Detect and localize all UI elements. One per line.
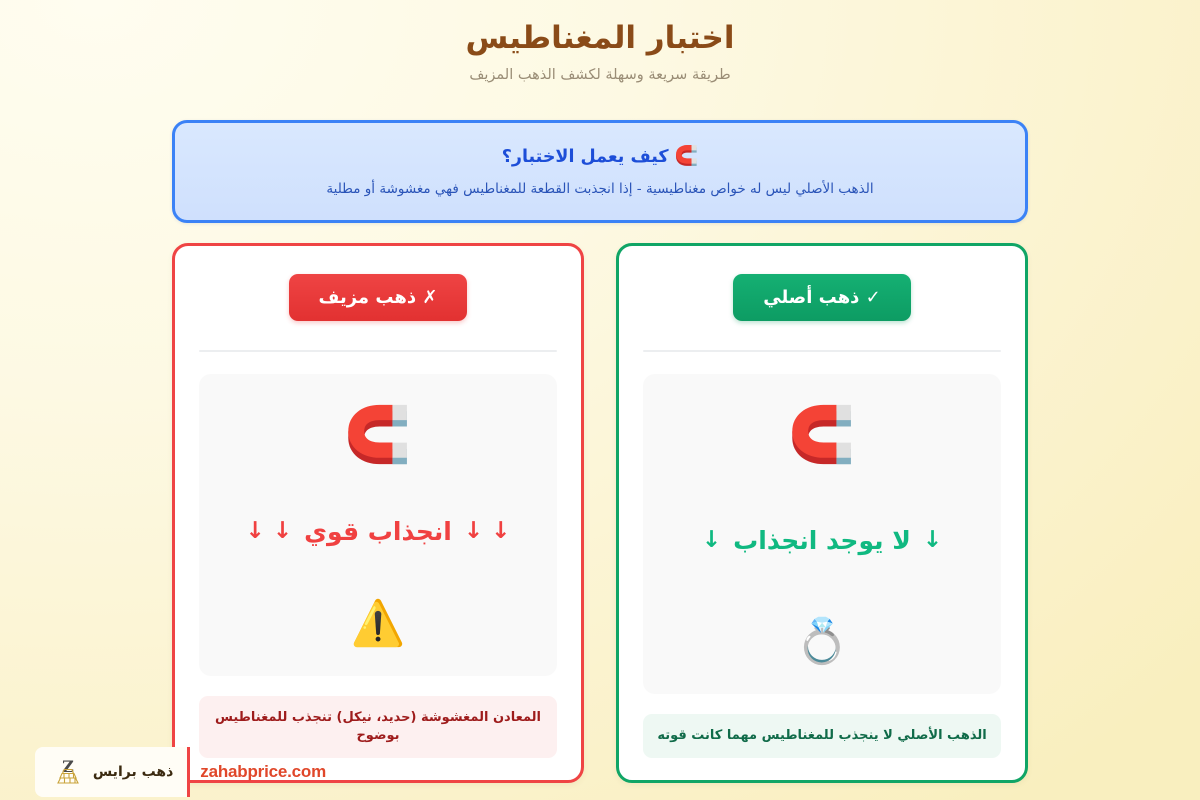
down-arrow-icon: ↓ <box>922 527 943 554</box>
fake-gold-panel <box>199 374 557 676</box>
warning-icon: ⚠️ <box>350 597 406 649</box>
page-header <box>0 0 1200 83</box>
watermark-logo <box>35 747 190 797</box>
fake-gold-card <box>172 243 584 783</box>
card-divider <box>643 350 1001 352</box>
card-divider <box>199 350 557 352</box>
down-arrow-icon: ↓ <box>701 527 722 554</box>
down-arrow-icon: ↓ ↓ <box>463 518 511 545</box>
info-box-text: الذهب الأصلي ليس له خواص مغناطيسية - إذا انجذبت القطعة للمغناطيس فهي مغشوشة أو مطلية <box>326 180 874 197</box>
watermark-domain: zahabprice.com <box>200 762 326 781</box>
fake-gold-note: المعادن المغشوشة (حديد، نيكل) تنجذب للمغناطيس بوضوح <box>199 696 557 758</box>
site-watermark <box>0 744 340 800</box>
fake-gold-result <box>246 517 511 546</box>
real-gold-result <box>702 526 942 555</box>
magnet-icon: 🧲 <box>674 145 699 167</box>
magnet-icon: 🧲 <box>344 402 412 466</box>
real-gold-result-text: لا يوجد انجذاب <box>733 526 911 556</box>
info-box-title: كيف يعمل الاختبار؟ <box>501 146 669 167</box>
comparison-cards <box>172 243 1028 783</box>
svg-text:Z: Z <box>62 757 74 776</box>
fake-gold-result-text: انجذاب قوي <box>304 517 452 547</box>
real-gold-panel <box>643 374 1001 694</box>
fake-gold-badge: ✗ ذهب مزيف <box>289 274 468 321</box>
down-arrow-icon: ↓ ↓ <box>245 518 293 545</box>
zahabprice-logo-icon <box>51 755 85 789</box>
info-box-title-row <box>502 147 699 167</box>
how-it-works-info-box <box>172 120 1028 223</box>
page-title: اختبار المغناطيس <box>465 20 735 56</box>
ring-icon: 💍 <box>794 615 850 667</box>
magnet-icon: 🧲 <box>788 402 856 466</box>
real-gold-note: الذهب الأصلي لا ينجذب للمغناطيس مهما كانت قوته <box>643 714 1001 758</box>
real-gold-card <box>616 243 1028 783</box>
page-subtitle: طريقة سريعة وسهلة لكشف الذهب المزيف <box>469 67 731 84</box>
real-gold-badge: ✓ ذهب أصلي <box>733 274 911 321</box>
watermark-logo-text: ذهب برايس <box>92 764 174 780</box>
